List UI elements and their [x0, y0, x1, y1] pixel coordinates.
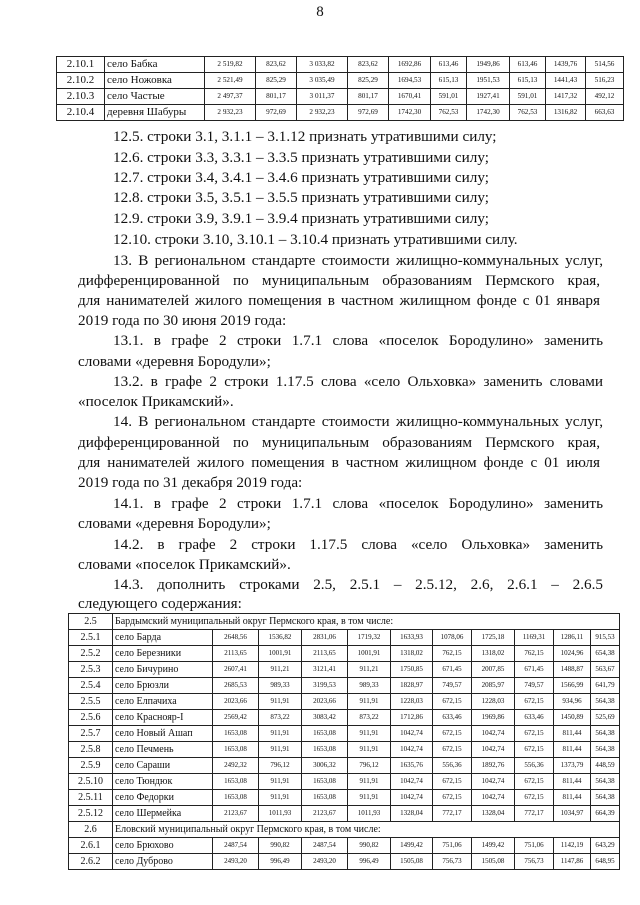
value-cell: 796,12 — [348, 758, 391, 774]
row-code: 2.5.11 — [69, 790, 113, 806]
value-cell: 762,15 — [433, 646, 472, 662]
value-cell: 1653,08 — [213, 774, 259, 790]
item-14-1-line2: словами «деревня Бородули»; — [78, 515, 271, 532]
value-cell: 873,22 — [259, 710, 302, 726]
value-cell: 1505,08 — [391, 854, 433, 870]
value-cell: 2023,66 — [213, 694, 259, 710]
row-name: деревня Шабуры — [105, 105, 205, 121]
page-number: 8 — [316, 4, 324, 20]
value-cell: 1750,85 — [391, 662, 433, 678]
value-cell: 2 519,82 — [205, 57, 256, 73]
region-title: Бардымский муниципальный округ Пермского края, в том числе: — [113, 614, 620, 630]
value-cell: 1439,76 — [546, 57, 586, 73]
value-cell: 2831,06 — [302, 630, 348, 646]
value-cell: 1042,74 — [472, 774, 515, 790]
item-14-2-line2: словами «поселок Прикамский». — [78, 556, 291, 573]
row-code: 2.10.4 — [57, 105, 105, 121]
value-cell: 1011,93 — [259, 806, 302, 822]
table-row — [57, 105, 624, 121]
value-cell: 1653,08 — [213, 726, 259, 742]
row-code: 2.5.9 — [69, 758, 113, 774]
value-cell: 672,15 — [433, 742, 472, 758]
row-name: село Бичурино — [113, 662, 213, 678]
value-cell: 2123,67 — [302, 806, 348, 822]
value-cell: 648,95 — [591, 854, 620, 870]
value-cell: 823,62 — [256, 57, 297, 73]
value-cell: 1653,08 — [213, 742, 259, 758]
value-cell: 996,49 — [348, 854, 391, 870]
value-cell: 564,38 — [591, 694, 620, 710]
item-14-2-line1: 14.2. в графе 2 строки 1.17.5 слова «село Ольховка» заменить — [113, 536, 603, 553]
value-cell: 1001,91 — [348, 646, 391, 662]
value-cell: 911,21 — [348, 662, 391, 678]
table-row — [69, 710, 620, 726]
item-13-line3: для нанимателей жилого помещения в частном жилищном фонде с 01 января — [78, 292, 600, 309]
value-cell: 564,38 — [591, 774, 620, 790]
value-cell: 811,44 — [554, 790, 591, 806]
value-cell: 643,29 — [591, 838, 620, 854]
value-cell: 762,53 — [431, 105, 467, 121]
table-row — [57, 73, 624, 89]
value-cell: 1034,97 — [554, 806, 591, 822]
value-cell: 873,22 — [348, 710, 391, 726]
row-code: 2.6.2 — [69, 854, 113, 870]
row-name: село Брюзли — [113, 678, 213, 694]
value-cell: 1147,86 — [554, 854, 591, 870]
value-cell: 990,82 — [348, 838, 391, 854]
value-cell: 672,15 — [433, 726, 472, 742]
value-cell: 811,44 — [554, 742, 591, 758]
value-cell: 772,17 — [433, 806, 472, 822]
value-cell: 2123,67 — [213, 806, 259, 822]
value-cell: 1228,03 — [391, 694, 433, 710]
value-cell: 525,69 — [591, 710, 620, 726]
row-name: село Тюндюк — [113, 774, 213, 790]
value-cell: 1024,96 — [554, 646, 591, 662]
value-cell: 1169,31 — [515, 630, 554, 646]
value-cell: 1653,08 — [213, 790, 259, 806]
value-cell: 664,39 — [591, 806, 620, 822]
item-13-line4: 2019 года по 30 июня 2019 года: — [78, 312, 287, 329]
value-cell: 1694,53 — [389, 73, 431, 89]
value-cell: 1927,41 — [467, 89, 510, 105]
value-cell: 563,67 — [591, 662, 620, 678]
item-12-9: 12.9. строки 3.9, 3.9.1 – 3.9.4 признать утратившими силу; — [113, 210, 489, 227]
value-cell: 672,15 — [515, 694, 554, 710]
value-cell: 1373,79 — [554, 758, 591, 774]
value-cell: 663,63 — [586, 105, 624, 121]
row-code: 2.10.3 — [57, 89, 105, 105]
row-name: село Дуброво — [113, 854, 213, 870]
value-cell: 1505,08 — [472, 854, 515, 870]
value-cell: 1949,86 — [467, 57, 510, 73]
row-name: село Сараши — [113, 758, 213, 774]
value-cell: 3 035,49 — [297, 73, 348, 89]
row-name: село Барда — [113, 630, 213, 646]
value-cell: 756,73 — [433, 854, 472, 870]
value-cell: 1892,76 — [472, 758, 515, 774]
region-title: Еловский муниципальный округ Пермского края, в том числе: — [113, 822, 620, 838]
value-cell: 762,53 — [510, 105, 546, 121]
row-code: 2.5.8 — [69, 742, 113, 758]
value-cell: 2 932,23 — [297, 105, 348, 121]
value-cell: 2607,41 — [213, 662, 259, 678]
table-row — [69, 678, 620, 694]
value-cell: 811,44 — [554, 726, 591, 742]
value-cell: 564,38 — [591, 726, 620, 742]
item-13-1-line2: словами «деревня Бородули»; — [78, 353, 271, 370]
item-14-1-line1: 14.1. в графе 2 строки 1.7.1 слова «поселок Бородулино» заменить — [113, 495, 603, 512]
value-cell: 3006,32 — [302, 758, 348, 774]
value-cell: 911,91 — [259, 694, 302, 710]
row-code: 2.10.2 — [57, 73, 105, 89]
table-row — [69, 790, 620, 806]
row-name: село Елпачиха — [113, 694, 213, 710]
value-cell: 1499,42 — [391, 838, 433, 854]
value-cell: 1417,32 — [546, 89, 586, 105]
item-13-line1: 13. В региональном стандарте стоимости жилищно-коммунальных услуг, — [113, 252, 603, 269]
row-code: 2.5.7 — [69, 726, 113, 742]
value-cell: 1566,99 — [554, 678, 591, 694]
value-cell: 1318,02 — [472, 646, 515, 662]
row-code: 2.5.4 — [69, 678, 113, 694]
value-cell: 1286,11 — [554, 630, 591, 646]
value-cell: 996,49 — [259, 854, 302, 870]
table-row — [69, 630, 620, 646]
value-cell: 911,91 — [348, 742, 391, 758]
value-cell: 1653,08 — [302, 774, 348, 790]
value-cell: 911,91 — [259, 742, 302, 758]
value-cell: 672,15 — [515, 742, 554, 758]
table-row — [69, 758, 620, 774]
value-cell: 615,13 — [510, 73, 546, 89]
item-12-7: 12.7. строки 3.4, 3.4.1 – 3.4.6 признать утратившими силу; — [113, 169, 489, 186]
region-code: 2.5 — [69, 614, 113, 630]
value-cell: 1725,18 — [472, 630, 515, 646]
value-cell: 1328,04 — [391, 806, 433, 822]
row-code: 2.5.2 — [69, 646, 113, 662]
row-name: село Новый Ашап — [113, 726, 213, 742]
row-name: село Частые — [105, 89, 205, 105]
value-cell: 1228,03 — [472, 694, 515, 710]
value-cell: 3199,53 — [302, 678, 348, 694]
value-cell: 671,45 — [515, 662, 554, 678]
item-14-line2: дифференцированной по муниципальным образованиям Пермского края, — [78, 434, 600, 451]
region-header-row — [69, 822, 620, 838]
value-cell: 3083,42 — [302, 710, 348, 726]
value-cell: 1653,08 — [302, 790, 348, 806]
value-cell: 1042,74 — [472, 790, 515, 806]
value-cell: 2487,54 — [213, 838, 259, 854]
value-cell: 756,73 — [515, 854, 554, 870]
value-cell: 2 932,23 — [205, 105, 256, 121]
row-code: 2.6.1 — [69, 838, 113, 854]
value-cell: 613,46 — [510, 57, 546, 73]
value-cell: 591,01 — [431, 89, 467, 105]
value-cell: 911,91 — [348, 790, 391, 806]
value-cell: 972,69 — [256, 105, 297, 121]
table-row — [57, 89, 624, 105]
value-cell: 1042,74 — [391, 774, 433, 790]
item-14-line3: для нанимателей жилого помещения в частном жилищном фонде с 01 июля — [78, 454, 600, 471]
value-cell: 2648,56 — [213, 630, 259, 646]
value-cell: 672,15 — [515, 774, 554, 790]
value-cell: 448,59 — [591, 758, 620, 774]
value-cell: 3 011,37 — [297, 89, 348, 105]
item-14-line4: 2019 года по 31 декабря 2019 года: — [78, 474, 303, 491]
value-cell: 825,29 — [348, 73, 389, 89]
table-row — [69, 854, 620, 870]
continuation-table — [56, 56, 624, 121]
item-13-2-line2: «поселок Прикамский». — [78, 393, 234, 410]
value-cell: 1042,74 — [472, 742, 515, 758]
value-cell: 1078,06 — [433, 630, 472, 646]
value-cell: 671,45 — [433, 662, 472, 678]
value-cell: 1536,82 — [259, 630, 302, 646]
value-cell: 2085,97 — [472, 678, 515, 694]
value-cell: 796,12 — [259, 758, 302, 774]
item-12-6: 12.6. строки 3.3, 3.3.1 – 3.3.5 признать утратившими силу; — [113, 149, 489, 166]
value-cell: 672,15 — [515, 726, 554, 742]
item-13-line2: дифференцированной по муниципальным образованиям Пермского края, — [78, 272, 600, 289]
value-cell: 990,82 — [259, 838, 302, 854]
value-cell: 1633,93 — [391, 630, 433, 646]
value-cell: 591,01 — [510, 89, 546, 105]
value-cell: 1001,91 — [259, 646, 302, 662]
row-name: село Краснояр-I — [113, 710, 213, 726]
row-name: село Федорки — [113, 790, 213, 806]
value-cell: 1499,42 — [472, 838, 515, 854]
value-cell: 1653,08 — [302, 726, 348, 742]
value-cell: 972,69 — [348, 105, 389, 121]
value-cell: 934,96 — [554, 694, 591, 710]
item-13-2-line1: 13.2. в графе 2 строки 1.17.5 слова «село Ольховка» заменить словами — [113, 373, 603, 390]
value-cell: 633,46 — [515, 710, 554, 726]
row-name: село Ножовка — [105, 73, 205, 89]
item-12-8: 12.8. строки 3.5, 3.5.1 – 3.5.5 признать утратившими силу; — [113, 189, 489, 206]
value-cell: 911,91 — [348, 694, 391, 710]
value-cell: 1670,41 — [389, 89, 431, 105]
value-cell: 2685,53 — [213, 678, 259, 694]
value-cell: 672,15 — [433, 790, 472, 806]
value-cell: 1011,93 — [348, 806, 391, 822]
value-cell: 801,17 — [348, 89, 389, 105]
value-cell: 1328,04 — [472, 806, 515, 822]
value-cell: 1742,30 — [389, 105, 431, 121]
value-cell: 762,15 — [515, 646, 554, 662]
value-cell: 751,06 — [515, 838, 554, 854]
value-cell: 825,29 — [256, 73, 297, 89]
value-cell: 823,62 — [348, 57, 389, 73]
value-cell: 3 033,82 — [297, 57, 348, 73]
value-cell: 492,12 — [586, 89, 624, 105]
value-cell: 911,91 — [348, 774, 391, 790]
value-cell: 1719,32 — [348, 630, 391, 646]
value-cell: 749,57 — [515, 678, 554, 694]
value-cell: 2007,85 — [472, 662, 515, 678]
value-cell: 1828,97 — [391, 678, 433, 694]
value-cell: 1042,74 — [391, 726, 433, 742]
row-code: 2.10.1 — [57, 57, 105, 73]
value-cell: 564,38 — [591, 790, 620, 806]
value-cell: 1653,08 — [302, 742, 348, 758]
value-cell: 672,15 — [433, 694, 472, 710]
row-name: село Березники — [113, 646, 213, 662]
value-cell: 2 521,49 — [205, 73, 256, 89]
table-row — [69, 726, 620, 742]
value-cell: 1316,82 — [546, 105, 586, 121]
value-cell: 3121,41 — [302, 662, 348, 678]
row-name: село Бабка — [105, 57, 205, 73]
item-12-10: 12.10. строки 3.10, 3.10.1 – 3.10.4 признать утратившими силу. — [113, 231, 518, 248]
value-cell: 911,21 — [259, 662, 302, 678]
value-cell: 989,33 — [348, 678, 391, 694]
value-cell: 1142,19 — [554, 838, 591, 854]
region-header-row — [69, 614, 620, 630]
row-name: село Печмень — [113, 742, 213, 758]
value-cell: 2487,54 — [302, 838, 348, 854]
value-cell: 1042,74 — [391, 790, 433, 806]
value-cell: 564,38 — [591, 742, 620, 758]
value-cell: 1441,43 — [546, 73, 586, 89]
value-cell: 654,38 — [591, 646, 620, 662]
value-cell: 514,56 — [586, 57, 624, 73]
value-cell: 1042,74 — [391, 742, 433, 758]
value-cell: 801,17 — [256, 89, 297, 105]
value-cell: 2 497,37 — [205, 89, 256, 105]
value-cell: 672,15 — [515, 790, 554, 806]
value-cell: 2493,20 — [302, 854, 348, 870]
row-code: 2.5.5 — [69, 694, 113, 710]
item-14-3-line2: следующего содержания: — [78, 595, 242, 612]
value-cell: 613,46 — [431, 57, 467, 73]
value-cell: 641,79 — [591, 678, 620, 694]
value-cell: 2113,65 — [302, 646, 348, 662]
value-cell: 911,91 — [259, 774, 302, 790]
item-12-5: 12.5. строки 3.1, 3.1.1 – 3.1.12 признать утратившими силу; — [113, 128, 497, 145]
table-row — [69, 694, 620, 710]
value-cell: 1742,30 — [467, 105, 510, 121]
row-code: 2.5.6 — [69, 710, 113, 726]
value-cell: 2493,20 — [213, 854, 259, 870]
value-cell: 772,17 — [515, 806, 554, 822]
value-cell: 556,36 — [433, 758, 472, 774]
value-cell: 911,91 — [259, 726, 302, 742]
value-cell: 1488,87 — [554, 662, 591, 678]
region-code: 2.6 — [69, 822, 113, 838]
row-code: 2.5.10 — [69, 774, 113, 790]
row-code: 2.5.12 — [69, 806, 113, 822]
table-row — [69, 646, 620, 662]
value-cell: 556,36 — [515, 758, 554, 774]
value-cell: 915,53 — [591, 630, 620, 646]
value-cell: 1450,89 — [554, 710, 591, 726]
value-cell: 1635,76 — [391, 758, 433, 774]
table-row — [69, 838, 620, 854]
row-name: село Шермейка — [113, 806, 213, 822]
value-cell: 672,15 — [433, 774, 472, 790]
value-cell: 1042,74 — [472, 726, 515, 742]
value-cell: 749,57 — [433, 678, 472, 694]
value-cell: 751,06 — [433, 838, 472, 854]
row-code: 2.5.3 — [69, 662, 113, 678]
table-row — [69, 662, 620, 678]
value-cell: 1318,02 — [391, 646, 433, 662]
value-cell: 516,23 — [586, 73, 624, 89]
item-13-1-line1: 13.1. в графе 2 строки 1.7.1 слова «поселок Бородулино» заменить — [113, 332, 603, 349]
value-cell: 2569,42 — [213, 710, 259, 726]
value-cell: 2113,65 — [213, 646, 259, 662]
item-14-3-line1: 14.3. дополнить строками 2.5, 2.5.1 – 2.5.12, 2.6, 2.6.1 – 2.6.5 — [113, 576, 603, 593]
value-cell: 2492,32 — [213, 758, 259, 774]
item-14-line1: 14. В региональном стандарте стоимости жилищно-коммунальных услуг, — [113, 413, 603, 430]
value-cell: 1692,86 — [389, 57, 431, 73]
row-name: село Брюхово — [113, 838, 213, 854]
table-row — [69, 742, 620, 758]
value-cell: 811,44 — [554, 774, 591, 790]
value-cell: 1712,86 — [391, 710, 433, 726]
value-cell: 1951,53 — [467, 73, 510, 89]
new-rows-table — [68, 613, 620, 870]
table-row — [57, 57, 624, 73]
value-cell: 911,91 — [348, 726, 391, 742]
value-cell: 989,33 — [259, 678, 302, 694]
table-row — [69, 806, 620, 822]
value-cell: 2023,66 — [302, 694, 348, 710]
value-cell: 633,46 — [433, 710, 472, 726]
value-cell: 911,91 — [259, 790, 302, 806]
value-cell: 1969,86 — [472, 710, 515, 726]
row-code: 2.5.1 — [69, 630, 113, 646]
table-row — [69, 774, 620, 790]
value-cell: 615,13 — [431, 73, 467, 89]
